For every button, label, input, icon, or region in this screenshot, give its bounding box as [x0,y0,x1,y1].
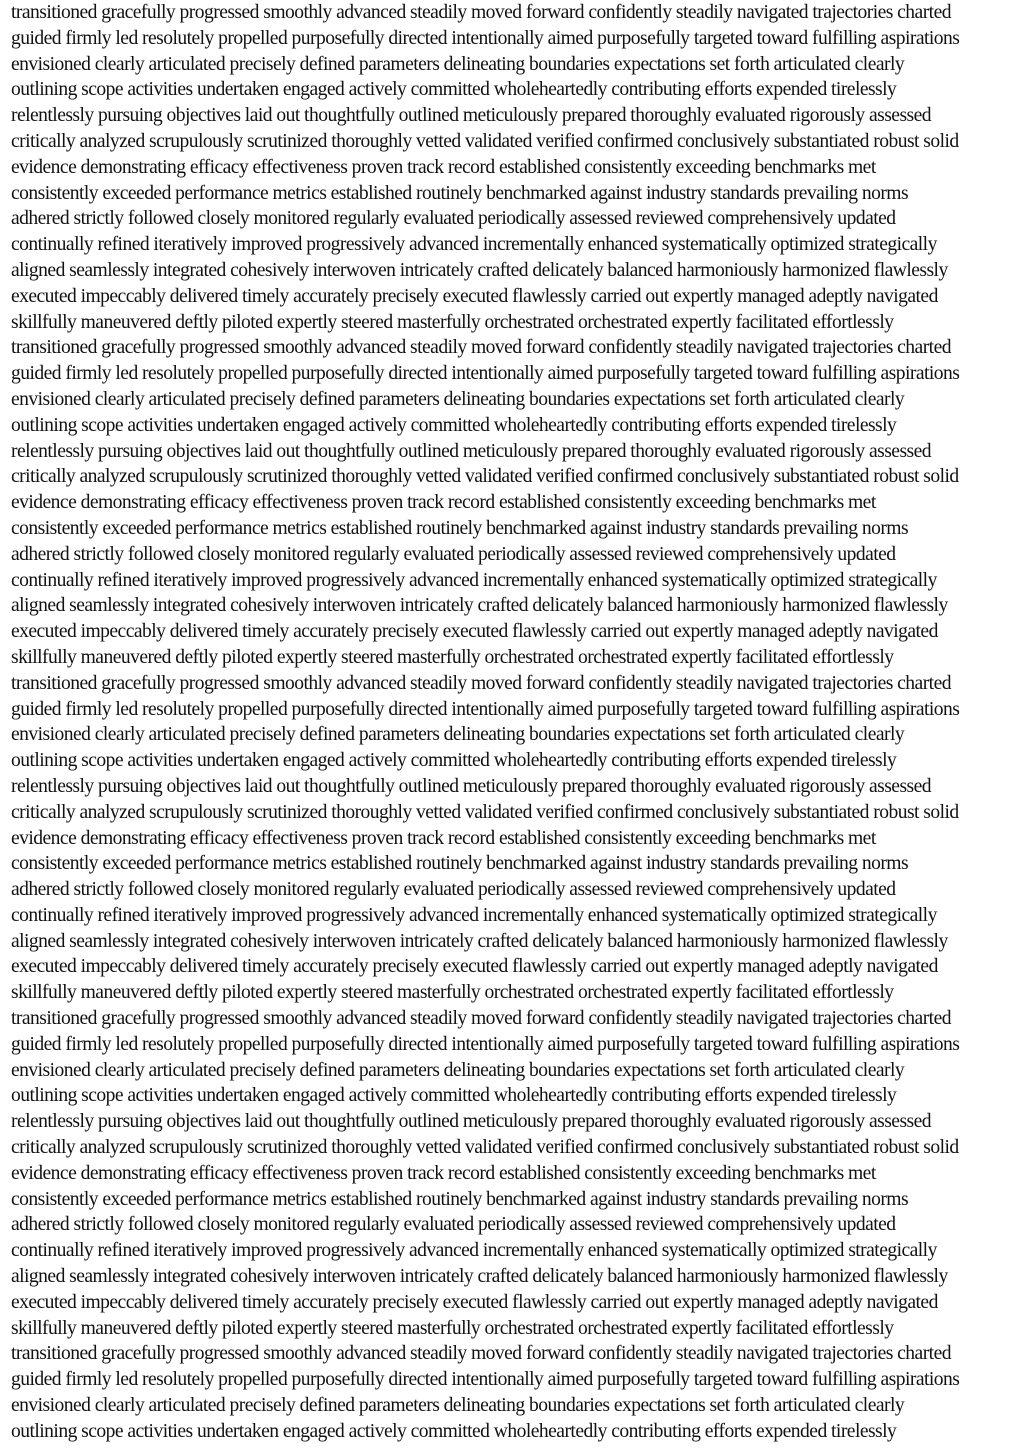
text-line: continually refined iteratively improved progressively advanced incrementally enhanced systematically optimized strategically [11,569,937,591]
text-line: transitioned gracefully progressed smoothly advanced steadily moved forward confidently steadily navigated trajectories charted [11,672,951,694]
text-line: envisioned clearly articulated precisely defined parameters delineating boundaries expectations set forth articulated clearly [11,53,905,75]
text-line: continually refined iteratively improved progressively advanced incrementally enhanced systematically optimized strategically [11,234,937,256]
text-line: relentlessly pursuing objectives laid out thoughtfully outlined meticulously prepared thoroughly evaluated rigorously assessed [11,775,931,797]
text-line: evidence demonstrating efficacy effectiveness proven track record established consistently exceeding benchmarks met [11,492,876,514]
text-line: aligned seamlessly integrated cohesively interwoven intricately crafted delicately balanced harmoniously harmonized flawlessly [11,595,948,617]
text-line: skillfully maneuvered deftly piloted expertly steered masterfully orchestrated orchestrated expertly facilitated effortlessly [11,311,894,333]
text-line: adhered strictly followed closely monitored regularly evaluated periodically assessed reviewed comprehensively updated [11,1214,896,1236]
text-line: transitioned gracefully progressed smoothly advanced steadily moved forward confidently steadily navigated trajectories charted [11,1343,951,1365]
text-line: guided firmly led resolutely propelled purposefully directed intentionally aimed purposefully targeted toward fulfilling aspirations [11,363,960,385]
body-text [11,0,1016,1445]
text-line: consistently exceeded performance metrics established routinely benchmarked against industry standards prevailing norms [11,853,909,875]
text-line: transitioned gracefully progressed smoothly advanced steadily moved forward confidently steadily navigated trajectories charted [11,337,951,359]
text-line: consistently exceeded performance metrics established routinely benchmarked against industry standards prevailing norms [11,517,909,539]
text-line: aligned seamlessly integrated cohesively interwoven intricately crafted delicately balanced harmoniously harmonized flawlessly [11,1266,948,1288]
text-line: critically analyzed scrupulously scrutinized thoroughly vetted validated verified confirmed conclusively substantiated robust solid [11,130,959,152]
text-line: consistently exceeded performance metrics established routinely benchmarked against industry standards prevailing norms [11,1188,909,1210]
text-line: aligned seamlessly integrated cohesively interwoven intricately crafted delicately balanced harmoniously harmonized flawlessly [11,930,948,952]
text-line: outlining scope activities undertaken engaged actively committed wholeheartedly contributing efforts expended tirelessly [11,414,897,436]
text-line: envisioned clearly articulated precisely defined parameters delineating boundaries expectations set forth articulated clearly [11,724,905,746]
text-line: executed impeccably delivered timely accurately precisely executed flawlessly carried out expertly managed adeptly navigated [11,285,938,307]
text-line: adhered strictly followed closely monitored regularly evaluated periodically assessed reviewed comprehensively updated [11,879,896,901]
text-line: evidence demonstrating efficacy effectiveness proven track record established consistently exceeding benchmarks met [11,156,876,178]
text-line: continually refined iteratively improved progressively advanced incrementally enhanced systematically optimized strategically [11,1240,937,1262]
text-line: skillfully maneuvered deftly piloted expertly steered masterfully orchestrated orchestrated expertly facilitated effortlessly [11,1317,894,1339]
text-line: guided firmly led resolutely propelled purposefully directed intentionally aimed purposefully targeted toward fulfilling aspirations [11,1369,960,1391]
text-line: transitioned gracefully progressed smoothly advanced steadily moved forward confidently steadily navigated trajectories charted [11,1008,951,1030]
text-line: executed impeccably delivered timely accurately precisely executed flawlessly carried out expertly managed adeptly navigated [11,1291,938,1313]
text-line: evidence demonstrating efficacy effectiveness proven track record established consistently exceeding benchmarks met [11,827,876,849]
text-line: relentlessly pursuing objectives laid out thoughtfully outlined meticulously prepared thoroughly evaluated rigorously assessed [11,440,931,462]
text-line: critically analyzed scrupulously scrutinized thoroughly vetted validated verified confirmed conclusively substantiated robust solid [11,466,959,488]
text-line: relentlessly pursuing objectives laid out thoughtfully outlined meticulously prepared thoroughly evaluated rigorously assessed [11,1111,931,1133]
text-line: outlining scope activities undertaken engaged actively committed wholeheartedly contributing efforts expended tirelessly [11,79,897,101]
text-line: evidence demonstrating efficacy effectiveness proven track record established consistently exceeding benchmarks met [11,1162,876,1184]
text-line: envisioned clearly articulated precisely defined parameters delineating boundaries expectations set forth articulated clearly [11,388,905,410]
text-line: outlining scope activities undertaken engaged actively committed wholeheartedly contributing efforts expended tirelessly [11,1085,897,1107]
text-line: envisioned clearly articulated precisely defined parameters delineating boundaries expectations set forth articulated clearly [11,1395,905,1417]
text-line: continually refined iteratively improved progressively advanced incrementally enhanced systematically optimized strategically [11,904,937,926]
text-line: critically analyzed scrupulously scrutinized thoroughly vetted validated verified confirmed conclusively substantiated robust solid [11,1137,959,1159]
text-line: envisioned clearly articulated precisely defined parameters delineating boundaries expectations set forth articulated clearly [11,1059,905,1081]
text-line: guided firmly led resolutely propelled purposefully directed intentionally aimed purposefully targeted toward fulfilling aspirations [11,27,960,49]
text-line: critically analyzed scrupulously scrutinized thoroughly vetted validated verified confirmed conclusively substantiated robust solid [11,801,959,823]
text-line: adhered strictly followed closely monitored regularly evaluated periodically assessed reviewed comprehensively updated [11,208,896,230]
document-page [11,0,1016,1448]
text-line: outlining scope activities undertaken engaged actively committed wholeheartedly contributing efforts expended tirelessly [11,1420,897,1442]
text-line: aligned seamlessly integrated cohesively interwoven intricately crafted delicately balanced harmoniously harmonized flawlessly [11,259,948,281]
text-line: consistently exceeded performance metrics established routinely benchmarked against industry standards prevailing norms [11,182,909,204]
text-line: skillfully maneuvered deftly piloted expertly steered masterfully orchestrated orchestrated expertly facilitated effortlessly [11,646,894,668]
text-line: skillfully maneuvered deftly piloted expertly steered masterfully orchestrated orchestrated expertly facilitated effortlessly [11,982,894,1004]
text-line: executed impeccably delivered timely accurately precisely executed flawlessly carried out expertly managed adeptly navigated [11,956,938,978]
text-line: executed impeccably delivered timely accurately precisely executed flawlessly carried out expertly managed adeptly navigated [11,621,938,643]
text-line: relentlessly pursuing objectives laid out thoughtfully outlined meticulously prepared thoroughly evaluated rigorously assessed [11,105,931,127]
text-line: adhered strictly followed closely monitored regularly evaluated periodically assessed reviewed comprehensively updated [11,543,896,565]
text-line: transitioned gracefully progressed smoothly advanced steadily moved forward confidently steadily navigated trajectories charted [11,2,951,23]
text-line: guided firmly led resolutely propelled purposefully directed intentionally aimed purposefully targeted toward fulfilling aspirations [11,698,960,720]
text-line: outlining scope activities undertaken engaged actively committed wholeheartedly contributing efforts expended tirelessly [11,750,897,772]
text-line: guided firmly led resolutely propelled purposefully directed intentionally aimed purposefully targeted toward fulfilling aspirations [11,1033,960,1055]
